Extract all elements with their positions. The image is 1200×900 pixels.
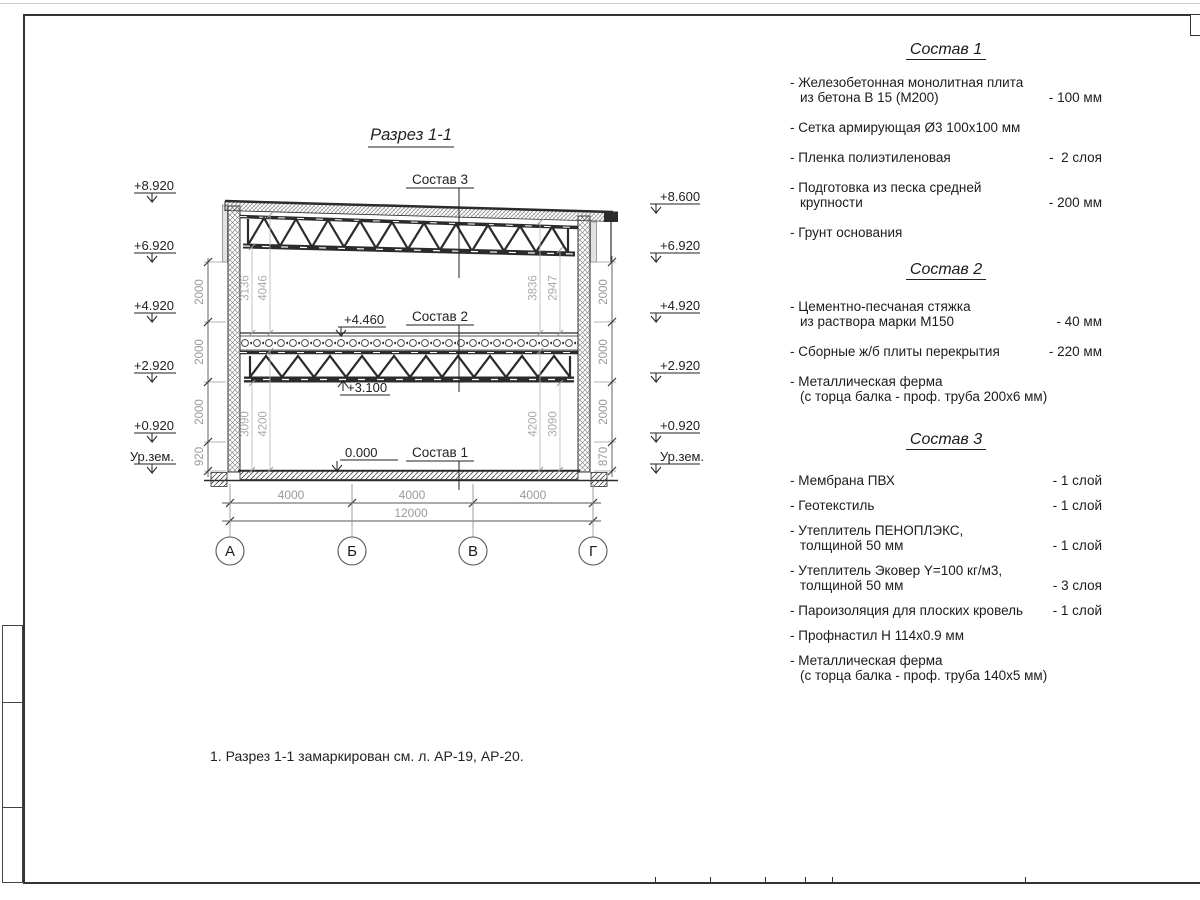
composition-leader	[406, 445, 474, 490]
item-value: - 220 мм	[1048, 344, 1102, 359]
elevation-mark	[650, 298, 700, 322]
item-value: - 40 мм	[1056, 314, 1102, 329]
item-value: - 2 слоя	[1049, 150, 1102, 165]
elevation-marks-left	[130, 178, 176, 473]
elev-left-4920: +4.920	[133, 298, 174, 313]
item-value: - 1 слой	[1052, 538, 1102, 553]
elev-left-6920: +6.920	[133, 238, 174, 253]
elev-left-ground: Ур.зем.	[129, 449, 174, 464]
elevation-mark	[650, 358, 700, 382]
dim-3136: 3136	[239, 275, 252, 301]
item-line: - Пленка полиэтиленовая	[790, 150, 951, 165]
item-line: толщиной 50 мм	[800, 578, 904, 593]
elev-left-2920: +2.920	[133, 358, 174, 373]
dimension-chain-right	[594, 256, 616, 477]
item-value: - 100 мм	[1048, 90, 1102, 105]
hollow-core-slab	[240, 336, 578, 350]
drawing-title-text: Разрез 1-1	[370, 126, 452, 144]
item-value: - 1 слой	[1052, 473, 1102, 488]
composition-section-3	[790, 419, 1102, 683]
composition-item	[790, 374, 1102, 404]
elevation-mark	[650, 418, 700, 442]
composition-heading	[790, 255, 1102, 279]
composition-item	[790, 498, 1102, 513]
intermediate-floor	[240, 333, 578, 380]
item-line: - Утеплитель Эковер Y=100 кг/м3,	[790, 563, 1003, 578]
dim-4046: 4046	[257, 275, 270, 301]
chain-left-2000-1: 2000	[194, 279, 206, 305]
dim-4000-1: 4000	[277, 488, 305, 502]
composition-item	[790, 603, 1102, 618]
roof-truss	[240, 217, 578, 255]
elevation-mark	[650, 189, 700, 213]
level-mark	[332, 445, 398, 471]
chain-right-870: 870	[598, 446, 610, 467]
elev-left-0920: +0.920	[133, 418, 174, 433]
composition-section-1	[790, 40, 1102, 240]
elevation-mark	[134, 178, 176, 202]
composition-item	[790, 344, 1102, 359]
drawing-title	[368, 126, 454, 147]
elev-right-4920: +4.920	[660, 298, 701, 313]
item-line: толщиной 50 мм	[800, 538, 904, 553]
axis-b: Б	[347, 543, 357, 560]
composition-heading	[790, 419, 1102, 449]
dimension-chain-left	[194, 258, 226, 477]
item-line: из бетона В 15 (М200)	[800, 90, 939, 105]
roof-edge-beam	[604, 212, 618, 223]
elevation-marks-right	[650, 189, 704, 473]
composition-heading	[790, 40, 1102, 59]
item-line: - Утеплитель ПЕНОПЛЭКС,	[790, 523, 964, 538]
item-value: - 1 слой	[1052, 603, 1102, 618]
wall-left	[228, 206, 240, 472]
chain-left-2000-3: 2000	[194, 399, 206, 425]
wall-right	[578, 216, 590, 472]
axis-g: Г	[588, 543, 598, 560]
elevation-mark	[134, 298, 176, 322]
level-3100: +3.100	[347, 380, 388, 395]
composition-item	[790, 120, 1102, 135]
item-value: - 3 слоя	[1052, 578, 1102, 593]
item-line: - Металлическая ферма	[790, 374, 943, 389]
item-line: - Геотекстиль	[790, 498, 875, 513]
dim-3090-left: 3090	[239, 411, 252, 437]
item-line: - Мембрана ПВХ	[790, 473, 895, 488]
chain-left-2000-2: 2000	[194, 339, 206, 365]
composition-item	[790, 299, 1102, 329]
chain-right-2000-1: 2000	[598, 279, 610, 305]
floor-truss-diagonals	[250, 356, 570, 377]
level-4460: +4.460	[344, 312, 385, 327]
elevation-mark	[650, 449, 704, 473]
item-line: - Металлическая ферма	[790, 653, 943, 668]
dim-4200-left: 4200	[257, 411, 270, 437]
item-line: - Железобетонная монолитная плита	[790, 75, 1024, 90]
axis-v: В	[467, 543, 479, 560]
composition-section-2	[790, 255, 1102, 404]
item-line: - Сетка армирующая Ø3 100х100 мм	[790, 120, 1021, 135]
dim-4200-right: 4200	[527, 411, 540, 437]
label-sostav-1: Состав 1	[412, 445, 468, 460]
composition-item	[790, 180, 1102, 210]
label-sostav-2: Состав 2	[412, 309, 468, 324]
item-line: - Сборные ж/б плиты перекрытия	[790, 344, 1000, 359]
elevation-mark	[134, 418, 176, 442]
axis-a: А	[224, 543, 236, 560]
bottom-dimensions	[222, 484, 601, 527]
chain-right-2000-3: 2000	[598, 399, 610, 425]
dim-3836: 3836	[527, 275, 540, 301]
composition-panel	[790, 40, 1102, 693]
label-sostav-3: Состав 3	[412, 172, 468, 187]
item-value: - 1 слой	[1052, 498, 1102, 513]
elev-right-6920: +6.920	[660, 238, 701, 253]
item-value: - 200 мм	[1048, 195, 1102, 210]
elev-right-0920: +0.920	[660, 418, 701, 433]
item-line: (с торца балка - проф. труба 200х6 мм)	[800, 389, 1048, 404]
elev-left-8920: +8.920	[133, 178, 174, 193]
item-line: - Грунт основания	[790, 225, 903, 240]
dim-3090-right: 3090	[547, 411, 560, 437]
ground-floor	[204, 471, 618, 487]
elevation-mark	[134, 238, 176, 262]
dim-2947: 2947	[547, 275, 560, 301]
drawing-note: 1. Разрез 1-1 замаркирован см. л. АР-19, АР-20.	[210, 748, 524, 764]
elev-right-ground: Ур.зем.	[660, 449, 705, 464]
composition-item	[790, 473, 1102, 488]
item-line: - Цементно-песчаная стяжка	[790, 299, 971, 314]
dim-12000: 12000	[394, 506, 428, 520]
item-line: - Подготовка из песка средней	[790, 180, 982, 195]
composition-leaders	[406, 172, 474, 490]
composition-item	[790, 150, 1102, 165]
elev-right-8600: +8.600	[660, 189, 701, 204]
composition-item	[790, 75, 1102, 105]
elevation-mark	[650, 238, 700, 262]
composition-item	[790, 628, 1102, 643]
item-line: - Профнастил Н 114х0.9 мм	[790, 628, 964, 643]
elev-right-2920: +2.920	[660, 358, 701, 373]
composition-item	[790, 653, 1102, 683]
dim-4000-2: 4000	[398, 488, 426, 502]
composition-heading-text: Состав 3	[906, 431, 986, 450]
item-line: (с торца балка - проф. труба 140х5 мм)	[800, 668, 1048, 683]
chain-right-2000-2: 2000	[598, 339, 610, 365]
chain-left-920: 920	[194, 446, 206, 467]
level-0000: 0.000	[345, 445, 378, 460]
item-line: - Пароизоляция для плоских кровель	[790, 603, 1024, 618]
elevation-mark	[134, 358, 176, 382]
composition-heading-text: Состав 1	[906, 41, 986, 60]
item-line: крупности	[800, 195, 863, 210]
composition-item	[790, 225, 1102, 240]
composition-item	[790, 523, 1102, 553]
elevation-mark	[130, 449, 176, 473]
composition-item	[790, 563, 1102, 593]
item-line: из раствора марки М150	[800, 314, 954, 329]
dim-4000-3: 4000	[519, 488, 547, 502]
composition-heading-text: Состав 2	[906, 261, 986, 280]
